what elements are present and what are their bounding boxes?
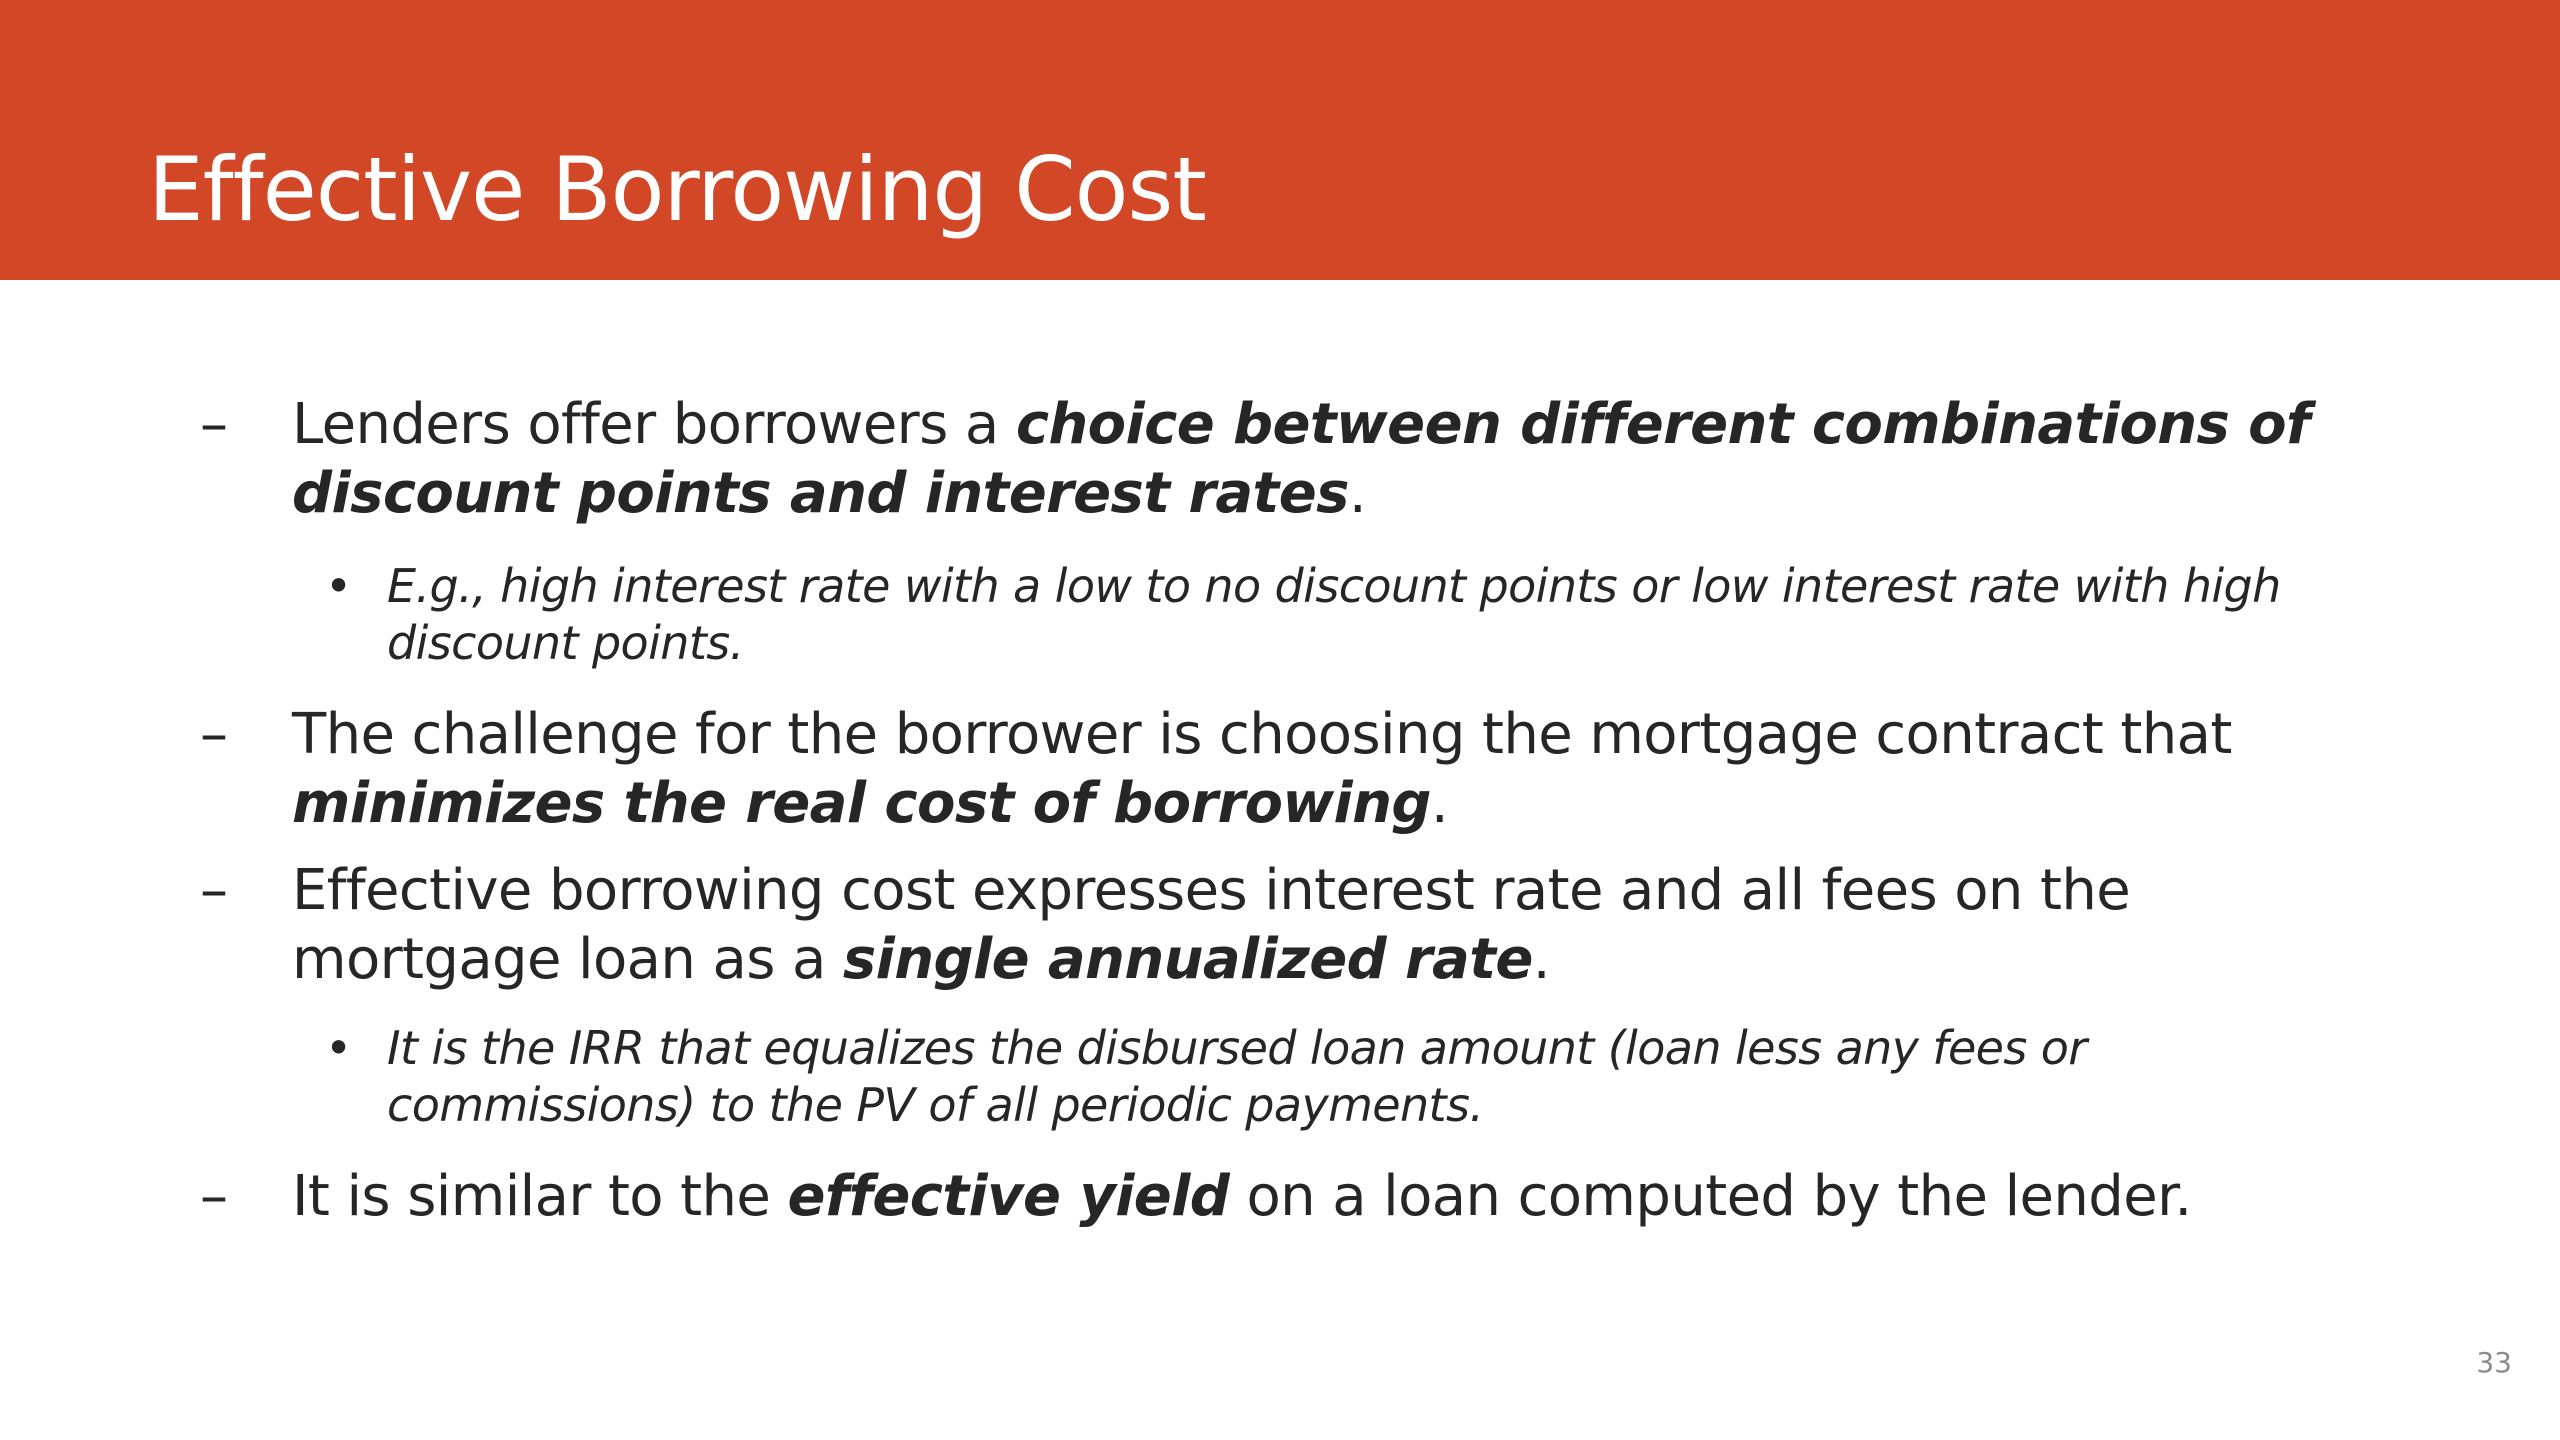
bullet-emphasis: single annualized rate bbox=[842, 927, 1533, 992]
bullet-text: It is similar to the bbox=[292, 1164, 788, 1229]
dot-marker: • bbox=[325, 559, 352, 613]
bullet-item bbox=[200, 1162, 2342, 1231]
bullet-item bbox=[200, 856, 2342, 994]
dash-marker: – bbox=[200, 1164, 228, 1229]
sub-bullet-text: It is the IRR that equalizes the disbursed loan amount (loan less any fees or commissions) to the PV of all periodic payments. bbox=[387, 1021, 2087, 1132]
bullet-item bbox=[200, 700, 2342, 838]
bullet-text: The challenge for the borrower is choosing the mortgage contract that bbox=[292, 702, 2232, 767]
page-number: 33 bbox=[2476, 1346, 2512, 1379]
bullet-text-end: . bbox=[1532, 927, 1550, 992]
dash-marker: – bbox=[200, 392, 228, 457]
bullet-text-end: . bbox=[1430, 771, 1449, 836]
bullet-text-end: on a loan computed by the lender. bbox=[1229, 1164, 2192, 1229]
dot-marker: • bbox=[325, 1021, 352, 1075]
title-band bbox=[0, 0, 2560, 280]
sub-bullet-item bbox=[325, 558, 2347, 672]
bullet-item bbox=[200, 390, 2342, 528]
bullet-text-end: . bbox=[1348, 461, 1367, 526]
sub-bullet-text: E.g., high interest rate with a low to no discount points or low interest rate with high discount points. bbox=[387, 559, 2281, 670]
bullet-text: Effective borrowing cost expresses interest rate and all fees on the mortgage loan as a bbox=[292, 858, 2131, 992]
dash-marker: – bbox=[200, 702, 228, 767]
bullet-emphasis: minimizes the real cost of borrowing bbox=[292, 771, 1431, 836]
dash-marker: – bbox=[200, 858, 228, 923]
bullet-emphasis: choice between different combinations of discount points and interest rates bbox=[292, 392, 2310, 526]
sub-bullet-item bbox=[325, 1020, 2347, 1134]
bullet-text: Lenders offer borrowers a bbox=[292, 392, 1016, 457]
slide-content bbox=[0, 390, 2560, 1231]
bullet-emphasis: effective yield bbox=[787, 1164, 1230, 1229]
slide-title: Effective Borrowing Cost bbox=[148, 138, 1206, 241]
